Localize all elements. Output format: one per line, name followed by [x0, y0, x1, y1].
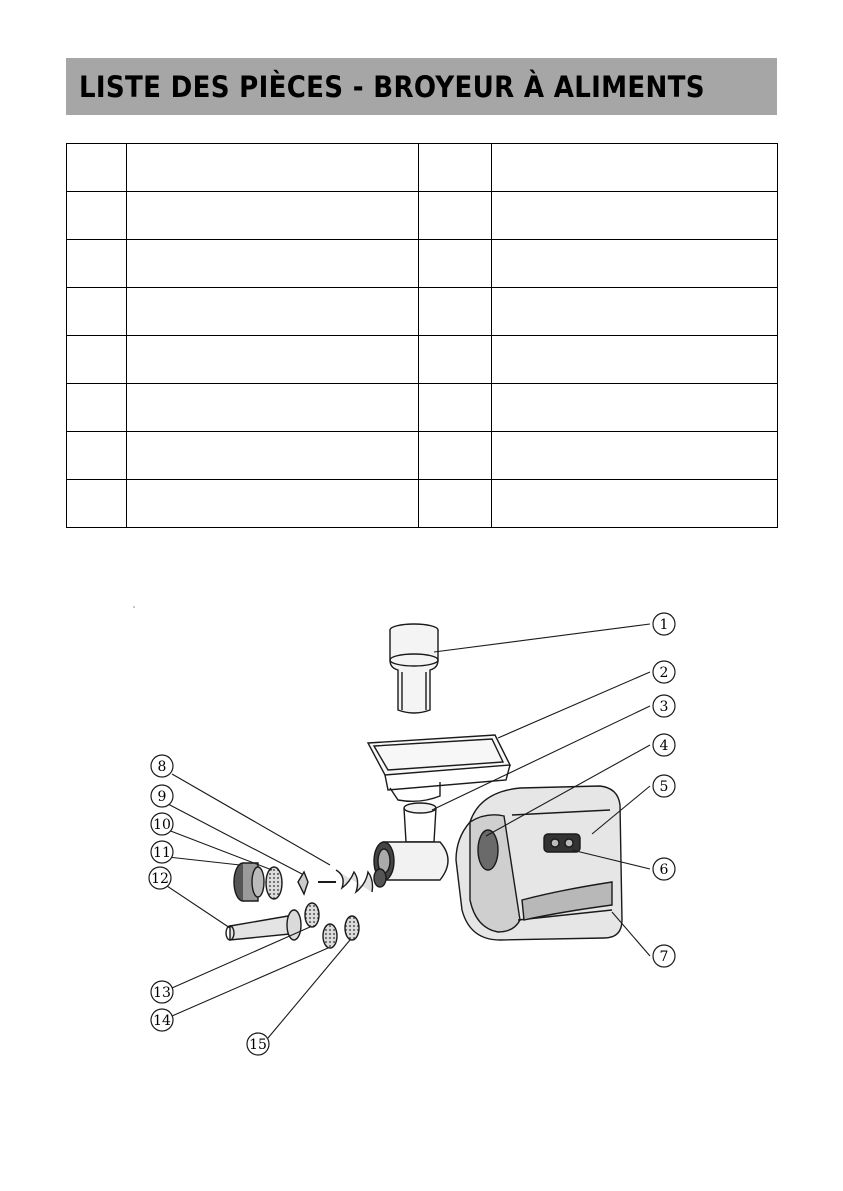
callout-label-7: 7: [659, 949, 669, 965]
table-cell-name-left: [127, 384, 419, 432]
auger: [318, 869, 386, 892]
page-title: LISTE DES PIÈCES - BROYEUR À ALIMENTS: [79, 69, 705, 104]
table-cell-name-right: [492, 144, 778, 192]
table-cell-num-right: [419, 288, 492, 336]
table-cell-num-left: [67, 288, 127, 336]
table-cell-name-left: [127, 336, 419, 384]
table-cell-name-left: [127, 480, 419, 528]
medium-plate: [323, 924, 337, 948]
table-row: [67, 384, 778, 432]
table-cell-name-right: [492, 288, 778, 336]
table-cell-num-left: [67, 384, 127, 432]
table-cell-num-right: [419, 144, 492, 192]
table-cell-name-right: [492, 384, 778, 432]
callout-label-8: 8: [157, 759, 167, 775]
callout-label-13: 13: [153, 985, 171, 1001]
table-cell-name-left: [127, 288, 419, 336]
callout-label-1: 1: [659, 617, 669, 633]
callout-label-3: 3: [659, 699, 669, 715]
grinder-head: [374, 803, 448, 880]
callout-label-9: 9: [157, 789, 167, 805]
cutting-blade: [298, 872, 308, 894]
callout-label-12: 12: [151, 871, 169, 887]
table-row: [67, 192, 778, 240]
table-cell-name-left: [127, 144, 419, 192]
callout-label-2: 2: [659, 665, 669, 681]
callout-label-11: 11: [153, 845, 171, 861]
cutting-plate: [266, 867, 282, 899]
table-cell-name-left: [127, 240, 419, 288]
callout-label-5: 5: [659, 779, 669, 795]
table-cell-name-right: [492, 192, 778, 240]
callout-label-10: 10: [153, 817, 171, 833]
food-pusher: [390, 624, 438, 713]
table-row: [67, 432, 778, 480]
table-cell-num-right: [419, 192, 492, 240]
table-row: [67, 240, 778, 288]
callout-label-14: 14: [153, 1013, 171, 1029]
parts-table: [66, 143, 778, 528]
table-cell-name-right: [492, 480, 778, 528]
table-cell-num-left: [67, 240, 127, 288]
table-cell-num-left: [67, 432, 127, 480]
table-cell-num-right: [419, 384, 492, 432]
ring-nut: [234, 863, 264, 901]
motor-housing: [456, 786, 622, 940]
table-cell-num-right: [419, 336, 492, 384]
table-cell-name-left: [127, 432, 419, 480]
callout-label-6: 6: [659, 862, 669, 878]
table-row: [67, 336, 778, 384]
callout-label-4: 4: [659, 738, 669, 754]
table-cell-name-left: [127, 192, 419, 240]
coarse-plate: [345, 916, 359, 940]
table-cell-num-left: [67, 480, 127, 528]
callout-label-15: 15: [249, 1037, 267, 1053]
fine-plate: [305, 903, 319, 927]
table-cell-num-right: [419, 432, 492, 480]
table-cell-num-left: [67, 336, 127, 384]
table-cell-name-right: [492, 336, 778, 384]
table-row: [67, 480, 778, 528]
table-cell-name-right: [492, 240, 778, 288]
speck: [133, 606, 135, 608]
exploded-diagram: [0, 560, 843, 1080]
table-row: [67, 144, 778, 192]
table-cell-num-left: [67, 192, 127, 240]
table-cell-name-right: [492, 432, 778, 480]
table-cell-num-right: [419, 480, 492, 528]
table-row: [67, 288, 778, 336]
feeding-tray: [368, 735, 510, 801]
title-bar: [66, 58, 777, 115]
table-cell-num-right: [419, 240, 492, 288]
table-cell-num-left: [67, 144, 127, 192]
